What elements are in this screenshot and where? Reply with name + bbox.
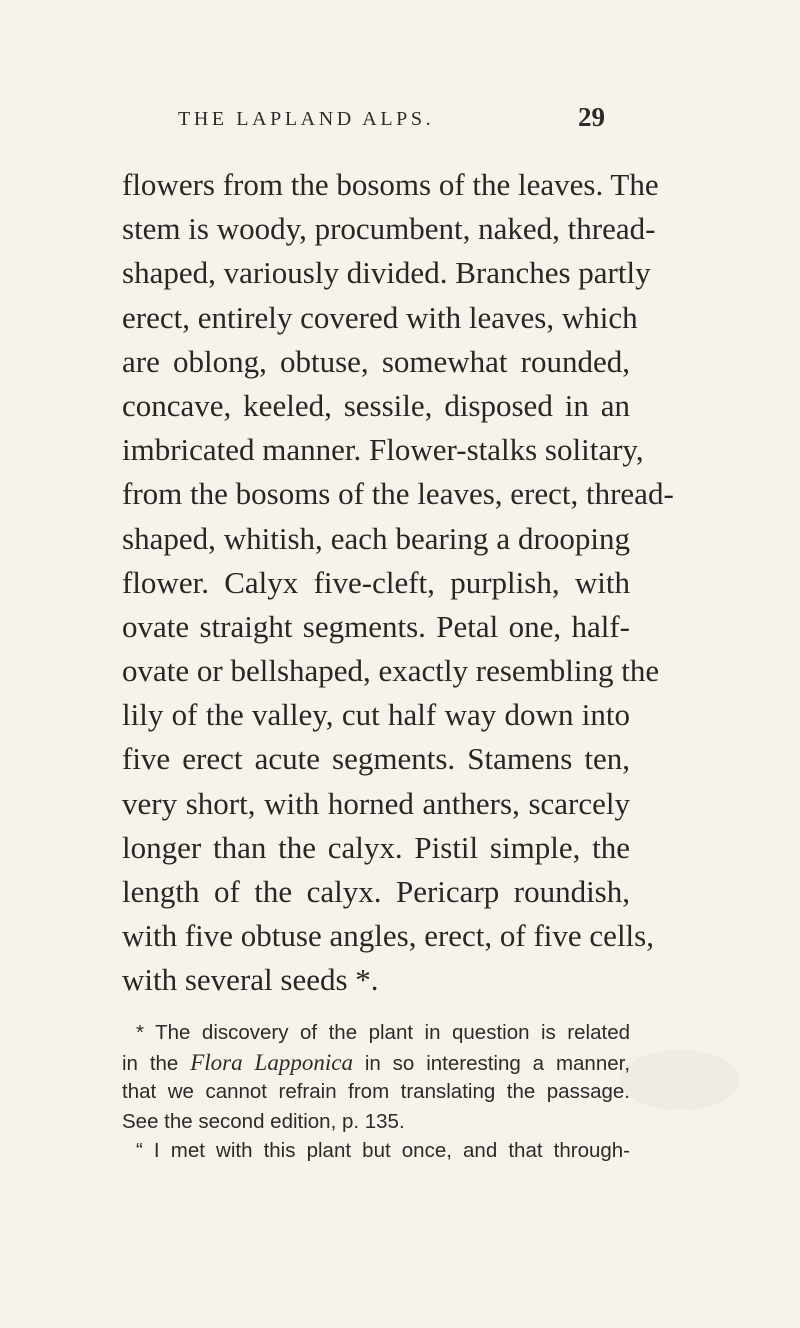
footnote-line: See the second edition, p. 135. (122, 1109, 405, 1133)
footnote-line: * The discovery of the plant in question is related (136, 1021, 630, 1044)
text-line: concave, keeled, sessile, disposed in an (122, 387, 630, 423)
running-title: THE LAPLAND ALPS. (178, 108, 435, 130)
text-line: shaped, whitish, each bearing a drooping (122, 520, 630, 556)
page-number: 29 (578, 102, 605, 132)
text-line: ovate or bellshaped, exactly resembling the (122, 653, 660, 689)
footnote-text: in so interesting a manner, (364, 1051, 631, 1075)
text-line: stem is woody, procumbent, naked, thread- (122, 211, 656, 247)
footnote-text: in the (122, 1051, 179, 1075)
text-line: flowers from the bosoms of the leaves. The (122, 167, 659, 202)
text-line: from the bosoms of the leaves, erect, thread- (122, 476, 674, 512)
text-line: imbricated manner. Flower-stalks solitary, (122, 432, 644, 468)
paper-stain (620, 1050, 740, 1110)
text-line: flower. Calyx five-cleft, purplish, with (122, 564, 630, 600)
footnote-line: that we cannot refrain from translating the passage. (122, 1080, 630, 1104)
footnote-line (122, 1048, 630, 1078)
text-line: erect, entirely covered with leaves, which (122, 299, 638, 335)
text-line: with several seeds *. (122, 962, 379, 998)
text-line: shaped, variously divided. Branches partly (122, 255, 651, 291)
text-line: with five obtuse angles, erect, of five cells, (122, 918, 654, 954)
footnote (122, 1018, 630, 1166)
text-line: length of the calyx. Pericarp roundish, (122, 874, 630, 909)
body-paragraph (122, 163, 674, 1003)
footnote-line: “ I met with this plant but once, and that through- (136, 1139, 630, 1163)
running-head (178, 102, 605, 138)
italic-title: Flora Lapponica (190, 1049, 353, 1075)
text-line: ovate straight segments. Petal one, half- (122, 608, 630, 644)
text-line: very short, with horned anthers, scarcely (122, 785, 630, 821)
text-line: five erect acute segments. Stamens ten, (122, 741, 630, 777)
text-line: lily of the valley, cut half way down into (122, 697, 630, 733)
text-line: are oblong, obtuse, somewhat rounded, (122, 343, 630, 379)
text-line: longer than the calyx. Pistil simple, the (122, 829, 630, 865)
